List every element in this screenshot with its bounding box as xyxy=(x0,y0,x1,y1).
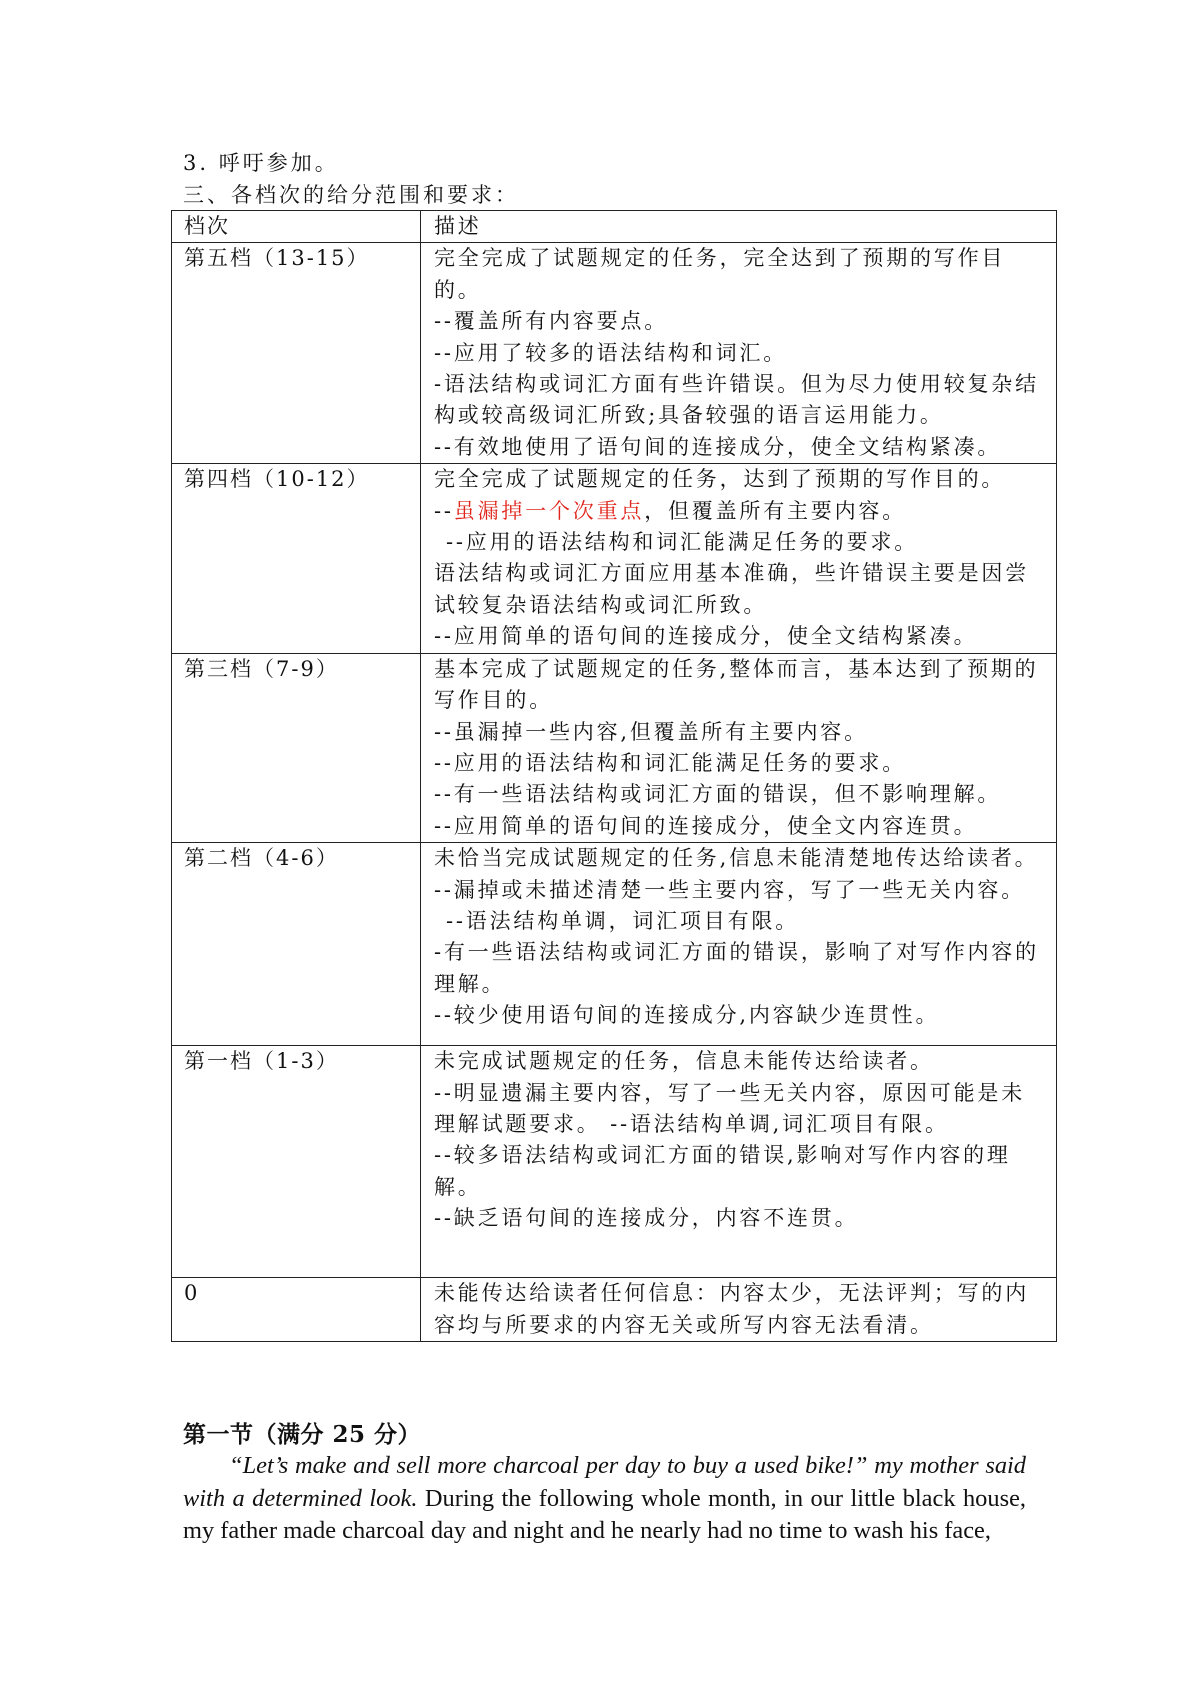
description-line: --有效地使用了语句间的连接成分，使全文结构紧凑。 xyxy=(434,434,1002,459)
row-level: 第三档（7-9） xyxy=(172,653,421,842)
description-line: --虽漏掉一些内容,但覆盖所有主要内容。 xyxy=(434,719,868,744)
description-line: --较少使用语句间的连接成分,内容缺少连贯性。 xyxy=(434,1003,940,1028)
description-line: 完全完成了试题规定的任务，完全达到了预期的写作目的。 xyxy=(434,246,1006,302)
description-line: --应用简单的语句间的连接成分，使全文结构紧凑。 xyxy=(434,624,978,649)
row-level: 第四档（10-12） xyxy=(172,464,421,653)
header-level: 档次 xyxy=(172,211,421,243)
dash-prefix: -- xyxy=(434,498,454,523)
row-description xyxy=(421,1278,1057,1342)
highlighted-text: 虽漏掉一个次重点 xyxy=(453,498,645,523)
description-line xyxy=(434,496,1046,527)
description-line: --覆盖所有内容要点。 xyxy=(434,309,668,334)
description-line: -有一些语法结构或词汇方面的错误，影响了对写作内容的理解。 xyxy=(434,940,1039,996)
table-header-row xyxy=(172,211,1057,243)
description-line: --语法结构单调，词汇项目有限。 xyxy=(446,908,799,933)
description-line: 语法结构或词汇方面应用基本准确，些许错误主要是因尝试较复杂语法结构或词汇所致。 xyxy=(434,561,1029,617)
row-description xyxy=(421,653,1057,842)
description-line: 完全完成了试题规定的任务，达到了预期的写作目的。 xyxy=(434,467,1006,492)
description-line: --应用简单的语句间的连接成分，使全文内容连贯。 xyxy=(434,813,978,838)
row-description xyxy=(421,1046,1057,1278)
story-text: During the following whole month, in our little black house, my father made charcoal day and night and he nearly had no time to wash his face, xyxy=(183,1484,1026,1544)
description-line: -语法结构或词汇方面有些许错误。但为尽力使用较复杂结构或较高级词汇所致;具备较强的语言运用能力。 xyxy=(434,372,1039,428)
description-line: 未能传达给读者任何信息：内容太少，无法评判；写的内容均与所要求的内容无关或所写内容无法看清。 xyxy=(434,1281,1029,1337)
description-line: 未完成试题规定的任务，信息未能传达给读者。 xyxy=(434,1049,934,1074)
description-line-rest: ，但覆盖所有主要内容。 xyxy=(644,498,907,523)
description-line: --应用的语法结构和词汇能满足任务的要求。 xyxy=(446,530,918,555)
description-line: --漏掉或未描述清楚一些主要内容，写了一些无关内容。 xyxy=(434,877,1025,902)
table-row xyxy=(172,1278,1057,1342)
description-line: --缺乏语句间的连接成分，内容不连贯。 xyxy=(434,1206,859,1231)
scoring-table xyxy=(171,210,1057,1342)
description-line: 未恰当完成试题规定的任务,信息未能清楚地传达给读者。 xyxy=(434,846,1039,871)
table-row xyxy=(172,843,1057,1046)
description-line: --有一些语法结构或词汇方面的错误，但不影响理解。 xyxy=(434,782,1002,807)
row-level: 0 xyxy=(172,1278,421,1342)
table-row xyxy=(172,243,1057,464)
story-quote: “Let’s make and sell more charcoal per day to buy a used bike!” my mother said with a determined look. xyxy=(183,1452,1026,1512)
description-line: --明显遗漏主要内容，写了一些无关内容，原因可能是未理解试题要求。 --语法结构单调,词汇项目有限。 xyxy=(434,1080,1025,1136)
story-paragraph xyxy=(183,1450,1026,1548)
header-description: 描述 xyxy=(421,211,1057,243)
table-row xyxy=(172,653,1057,842)
table-row xyxy=(172,464,1057,653)
row-description xyxy=(421,464,1057,653)
intro-line-2: 三、各档次的给分范围和要求： xyxy=(183,183,519,207)
row-level: 第五档（13-15） xyxy=(172,243,421,464)
description-line: 基本完成了试题规定的任务,整体而言，基本达到了预期的写作目的。 xyxy=(434,656,1039,713)
row-level: 第一档（1-3） xyxy=(172,1046,421,1278)
row-level: 第二档（4-6） xyxy=(172,843,421,1046)
description-line: --较多语法结构或词汇方面的错误,影响对写作内容的理解。 xyxy=(434,1143,1011,1199)
intro-line-1: 3. 呼吁参加。 xyxy=(183,151,339,175)
row-description xyxy=(421,243,1057,464)
row-description xyxy=(421,843,1057,1046)
description-line: --应用了较多的语法结构和词汇。 xyxy=(434,340,787,365)
section-title: 第一节（满分 25 分） xyxy=(183,1421,422,1448)
description-line: --应用的语法结构和词汇能满足任务的要求。 xyxy=(434,750,906,775)
table-row xyxy=(172,1046,1057,1278)
